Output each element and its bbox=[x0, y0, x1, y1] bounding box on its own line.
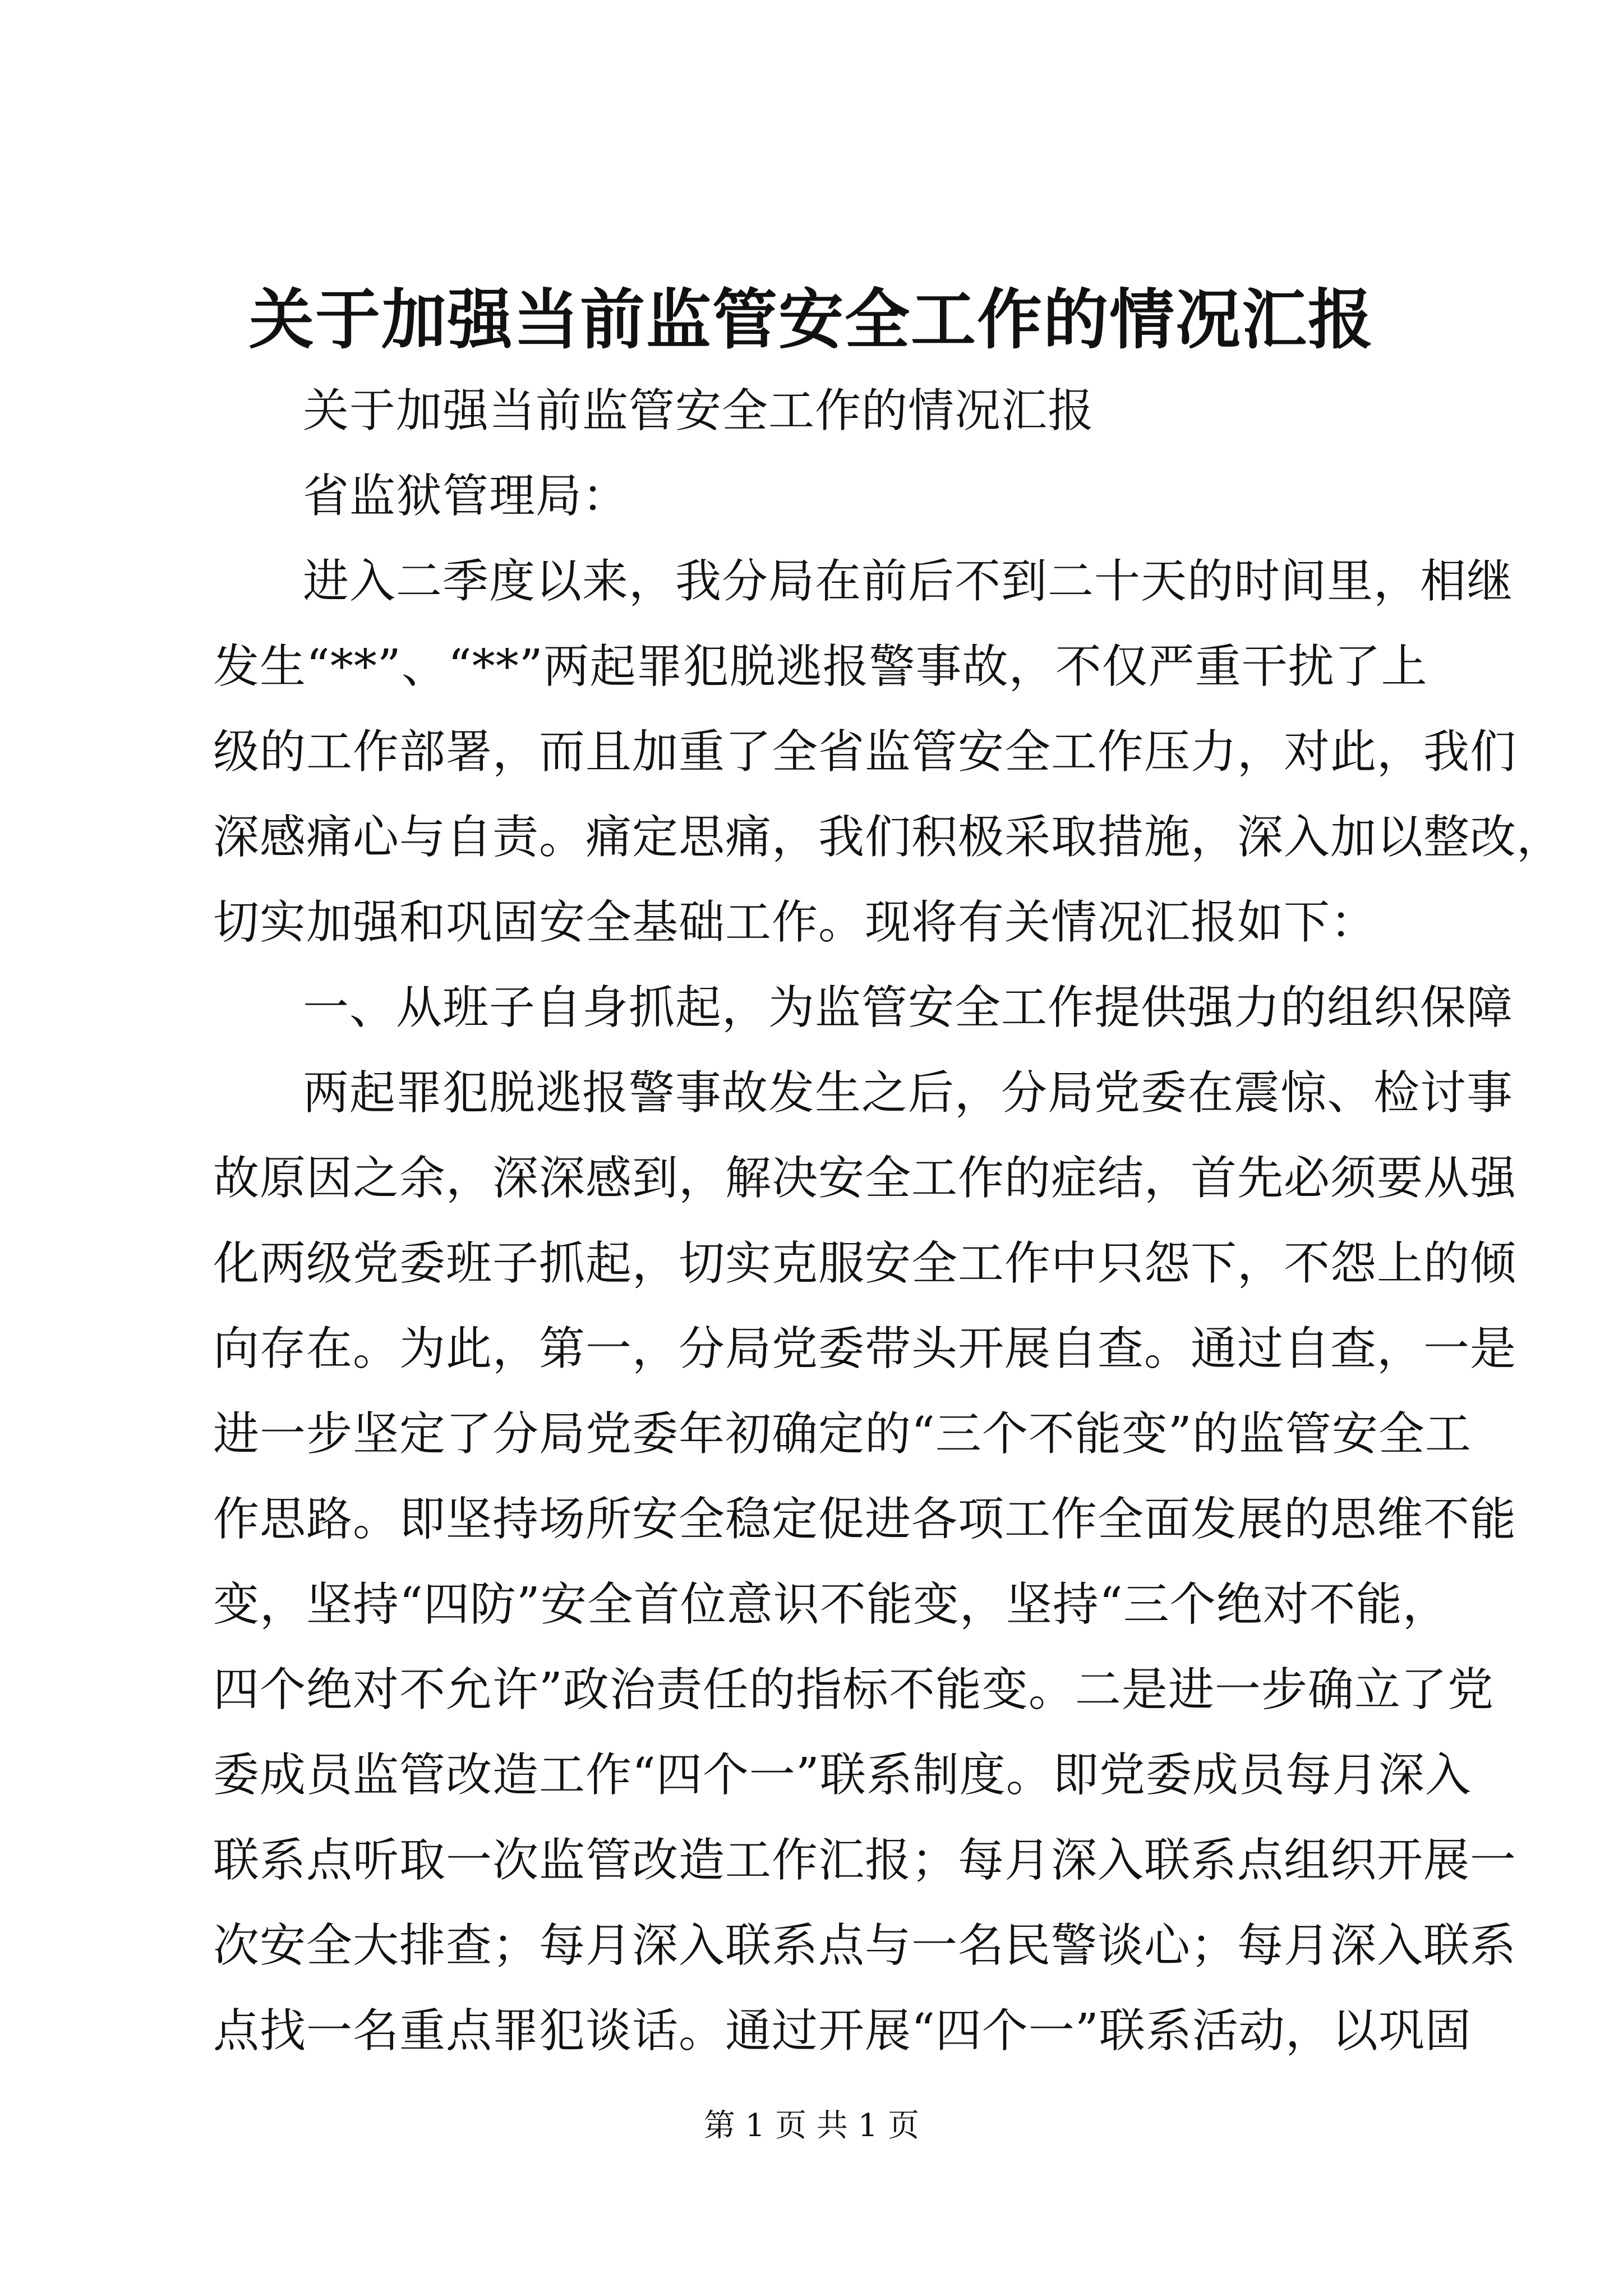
paragraph-line: 次安全大排查；每月深入联系点与一名民警谈心；每月深入联系 bbox=[213, 1919, 1517, 1972]
paragraph-line: 变，坚持“四防”安全首位意识不能变，坚持“三个绝对不能， bbox=[213, 1578, 1449, 1631]
paragraph-line: 化两级党委班子抓起，切实克服安全工作中只怨下，不怨上的倾 bbox=[213, 1237, 1517, 1290]
paragraph-line: 作思路。即坚持场所安全稳定促进各项工作全面发展的思维不能 bbox=[213, 1493, 1517, 1546]
document-title: 关于加强当前监管安全工作的情况汇报 bbox=[249, 282, 1374, 358]
paragraph-line: 联系点听取一次监管改造工作汇报；每月深入联系点组织开展一 bbox=[213, 1834, 1517, 1887]
paragraph-line: 进一步坚定了分局党委年初确定的“三个不能变”的监管安全工 bbox=[213, 1407, 1472, 1461]
paragraph-line: 向存在。为此，第一，分局党委带头开展自查。通过自查，一是 bbox=[213, 1322, 1517, 1375]
paragraph-line: 四个绝对不允许”政治责任的指标不能变。二是进一步确立了党 bbox=[213, 1663, 1494, 1717]
salutation-line: 省监狱管理局： bbox=[303, 470, 629, 523]
paragraph-line: 深感痛心与自责。痛定思痛，我们积极采取措施，深入加以整改， bbox=[213, 811, 1564, 864]
subtitle-line: 关于加强当前监管安全工作的情况汇报 bbox=[303, 384, 1095, 438]
paragraph-line: 故原因之余，深深感到，解决安全工作的症结，首先必须要从强 bbox=[213, 1152, 1517, 1205]
section-heading: 一、从班子自身抓起，为监管安全工作提供强力的组织保障 bbox=[303, 981, 1514, 1034]
paragraph-line: 进入二季度以来，我分局在前后不到二十天的时间里，相继 bbox=[303, 555, 1514, 608]
paragraph-line: 委成员监管改造工作“四个一”联系制度。即党委成员每月深入 bbox=[213, 1749, 1472, 1802]
paragraph-line: 两起罪犯脱逃报警事故发生之后，分局党委在震惊、检讨事 bbox=[303, 1066, 1514, 1120]
paragraph-line: 发生“**”、“**”两起罪犯脱逃报警事故，不仅严重干扰了上 bbox=[213, 640, 1428, 693]
page-number-footer: 第 1 页 共 1 页 bbox=[703, 2108, 920, 2144]
paragraph-line: 点找一名重点罪犯谈话。通过开展“四个一”联系活动，以巩固 bbox=[213, 2004, 1472, 2058]
paragraph-line: 切实加强和巩固安全基础工作。现将有关情况汇报如下： bbox=[213, 896, 1377, 949]
paragraph-line: 级的工作部署，而且加重了全省监管安全工作压力，对此，我们 bbox=[213, 725, 1517, 779]
